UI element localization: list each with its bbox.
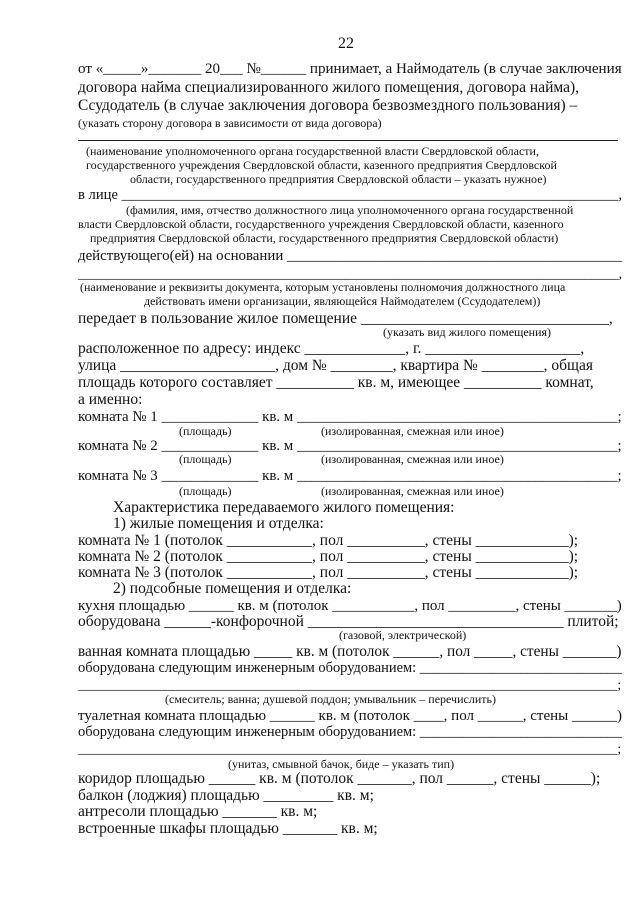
caption: государственного учреждения Свердловской области, казенного предприятия Свердловской xyxy=(86,158,557,172)
text-line: от «_____»_______ 20___ №______ принимает, а Наймодатель (в случае заключения xyxy=(78,61,622,77)
text-line: кухня площадью ______ кв. м (потолок ___________, пол _________, стены _______) xyxy=(78,598,622,614)
text-line: антресоли площадью _______ кв. м; xyxy=(78,803,318,820)
caption: (наименование и реквизиты документа, которым установлены полномочия должностного лица xyxy=(80,280,566,294)
caption: (газовой, электрической) xyxy=(339,628,467,642)
text-line: оборудована следующим инженерным оборудованием: ____________________________ xyxy=(78,724,622,740)
text-line: оборудована следующим инженерным оборудованием: ____________________________ xyxy=(78,660,622,676)
section-heading: 1) жилые помещения и отделка: xyxy=(113,515,324,532)
text-line: Ссудодатель (в случае заключения договора безвозмездного пользования) – xyxy=(78,97,578,114)
caption: (площадь) xyxy=(179,452,232,466)
text-line: комната № 2 _____________ кв. м ___________________________________________; xyxy=(78,438,622,454)
caption: (унитаз, смывной бачок, биде – указать тип) xyxy=(228,757,455,771)
text-line: _______________________________________________________________________________; xyxy=(78,677,622,692)
text-line: _______________________________________________________________________________; xyxy=(78,741,622,756)
text-line: комната № 1 _____________ кв. м ___________________________________________; xyxy=(78,409,622,425)
text-line: в лице ____________________________________________________________________, xyxy=(78,187,622,203)
section-heading: Характеристика передаваемого жилого помещения: xyxy=(113,499,455,516)
text-line: договора найма специализированного жилого помещения, договора найма), xyxy=(78,79,580,96)
caption: (наименование уполномоченного органа государственной власти Свердловской области, xyxy=(86,144,539,158)
text-line: комната № 2 (потолок ___________, пол __________, стены ____________); xyxy=(78,548,579,565)
text-line: балкон (лоджия) площадью _________ кв. м; xyxy=(78,787,374,804)
caption: (фамилия, имя, отчество должностного лица уполномоченного органа государственной xyxy=(126,203,574,217)
text-line: расположенное по адресу: индекс _____________, г. ____________________, xyxy=(78,340,585,357)
text-line: площадь которого составляет __________ кв. м, имеющее __________ комнат, xyxy=(78,374,594,391)
page-number: 22 xyxy=(338,35,354,52)
text-line: туалетная комната площадью ______ кв. м (потолок ____, пол ______, стены ______) xyxy=(78,708,622,724)
text-line: комната № 3 (потолок ___________, пол __________, стены ____________); xyxy=(78,564,579,581)
text-line: коридор площадью ______ кв. м (потолок _______, пол ______, стены ______); xyxy=(78,770,601,787)
caption: (указать сторону договора в зависимости от вида договора) xyxy=(78,116,382,130)
text-line: улица ____________________, дом № ________, квартира № ________, общая xyxy=(78,357,593,374)
text-line: оборудована ______-конфорочной _________________________________ плитой; xyxy=(78,613,619,630)
text-line: комната № 3 _____________ кв. м ___________________________________________; xyxy=(78,468,622,484)
text-line: комната № 1 (потолок ___________, пол __________, стены ____________); xyxy=(78,532,579,549)
caption: (указать вид жилого помещения) xyxy=(383,325,551,339)
section-heading: 2) подсобные помещения и отделка: xyxy=(113,580,352,597)
text-line: действующего(ей) на основании _____________________________________________ xyxy=(78,248,623,264)
caption: (изолированная, смежная или иное) xyxy=(321,452,504,466)
text-line: встроенные шкафы площадью _______ кв. м; xyxy=(78,820,378,837)
caption: (площадь) xyxy=(179,484,232,498)
caption: предприятия Свердловской области, государственного предприятия Свердловской области) xyxy=(90,231,559,245)
caption: (изолированная, смежная или иное) xyxy=(321,424,504,438)
caption: власти Свердловской области, государственного учреждения Свердловской области, казенного xyxy=(78,217,564,231)
text-line: ванная комната площадью _____ кв. м (потолок ______, пол _____, стены _______) xyxy=(78,643,622,660)
blank-line xyxy=(78,140,618,141)
caption: (смеситель; ванна; душевой поддон; умывальник – перечислить) xyxy=(165,692,496,706)
caption: области, государственного предприятия Свердловской области – указать нужное) xyxy=(130,172,547,186)
text-line: _______________________________________________________________________________, xyxy=(78,266,623,281)
text-line: а именно: xyxy=(78,391,143,408)
caption: (площадь) xyxy=(179,424,232,438)
text-line: передает в пользование жилое помещение ________________________________, xyxy=(78,310,613,327)
caption: действовать имени организации, являющейся Наймодателем (Ссудодателем)) xyxy=(144,294,541,308)
caption: (изолированная, смежная или иное) xyxy=(321,484,504,498)
